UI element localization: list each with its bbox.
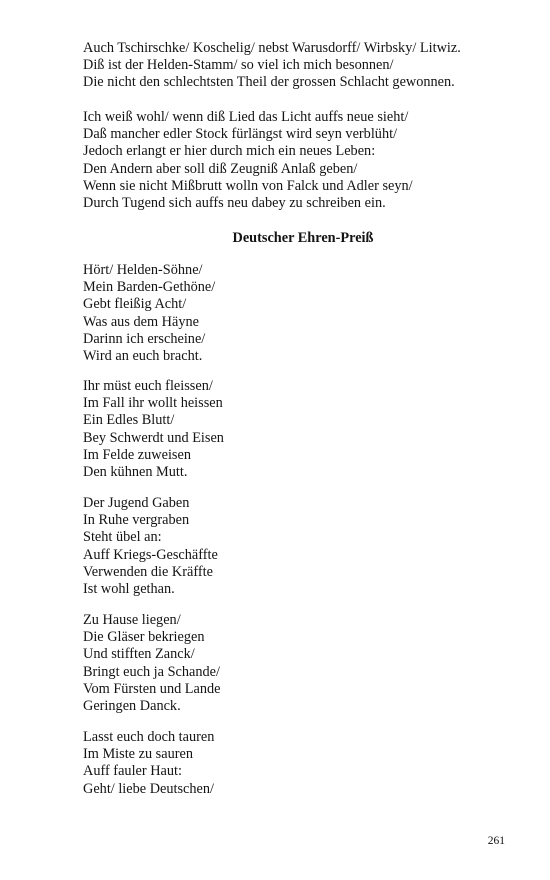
verse-line: Im Miste zu sauren [83,746,193,763]
verse-line: Was aus dem Häyne [83,313,199,330]
verse-line: Die nicht den schlechtsten Theil der grossen Schlacht gewonnen. [83,74,455,91]
poem-stanza [83,378,523,481]
verse-line: Den Andern aber soll diß Zeugniß Anlaß geben/ [83,160,358,177]
verse-line: Mein Barden-Gethöne/ [83,279,216,296]
poem-stanza [83,262,523,365]
verse-line: Durch Tugend sich auffs neu dabey zu schreiben ein. [83,195,386,212]
verse-line: Ein Edles Blutt/ [83,412,175,429]
verse-line: Gebt fleißig Acht/ [83,296,187,313]
verse-line: Verwenden die Kräffte [83,563,213,580]
verse-line: Jedoch erlangt er hier durch mich ein neues Leben: [83,143,376,160]
verse-line: In Ruhe vergraben [83,512,190,529]
verse-line: Geringen Danck. [83,698,181,715]
verse-line: Ihr müst euch fleissen/ [83,378,213,394]
verse-line: Steht übel an: [83,529,162,546]
verse-line: Hört/ Helden-Söhne/ [83,262,203,278]
verse-line: Wenn sie nicht Mißbrutt wolln von Falck und Adler seyn/ [83,177,413,194]
verse-line: Diß ist der Helden-Stamm/ so viel ich mich besonnen/ [83,57,394,74]
verse-line: Im Fall ihr wollt heissen [83,395,223,412]
verse-line: Der Jugend Gaben [83,495,190,511]
verse-line: Die Gläser bekriegen [83,629,205,646]
poem-title: Deutscher Ehren-Preiß [232,230,374,246]
verse-line: Auff Kriegs-Geschäffte [83,546,218,563]
poem-stanza [83,729,523,798]
verse-line: Den kühnen Mutt. [83,464,188,481]
verse-line: Ist wohl gethan. [83,581,175,598]
verse-line: Auff fauler Haut: [83,763,182,780]
verse-line: Vom Fürsten und Lande [83,680,221,697]
verse-line: Darinn ich erscheine/ [83,330,206,347]
verse-line: Daß mancher edler Stock fürlängst wird seyn verblüht/ [83,126,398,143]
verse-line: Zu Hause liegen/ [83,612,181,628]
verse-line: Im Felde zuweisen [83,446,191,463]
verse-line: Und stifften Zanck/ [83,646,195,663]
verse-line: Lasst euch doch tauren [83,729,215,745]
poem-stanza [83,495,523,598]
page-number: 261 [487,835,505,847]
poem-stanza [83,612,523,715]
verse-line: Ich weiß wohl/ wenn diß Lied das Licht auffs neue sieht/ [83,109,409,125]
stanza-closing-previous-poem [83,40,523,92]
verse-line: Wird an euch bracht. [83,348,203,365]
verse-line: Auch Tschirschke/ Koschelig/ nebst Warusdorff/ Wirbsky/ Litwiz. [83,40,461,56]
verse-line: Geht/ liebe Deutschen/ [83,780,215,797]
verse-line: Bringt euch ja Schande/ [83,663,220,680]
verse-line: Bey Schwerdt und Eisen [83,429,224,446]
stanza-closing-previous-poem [83,109,523,212]
